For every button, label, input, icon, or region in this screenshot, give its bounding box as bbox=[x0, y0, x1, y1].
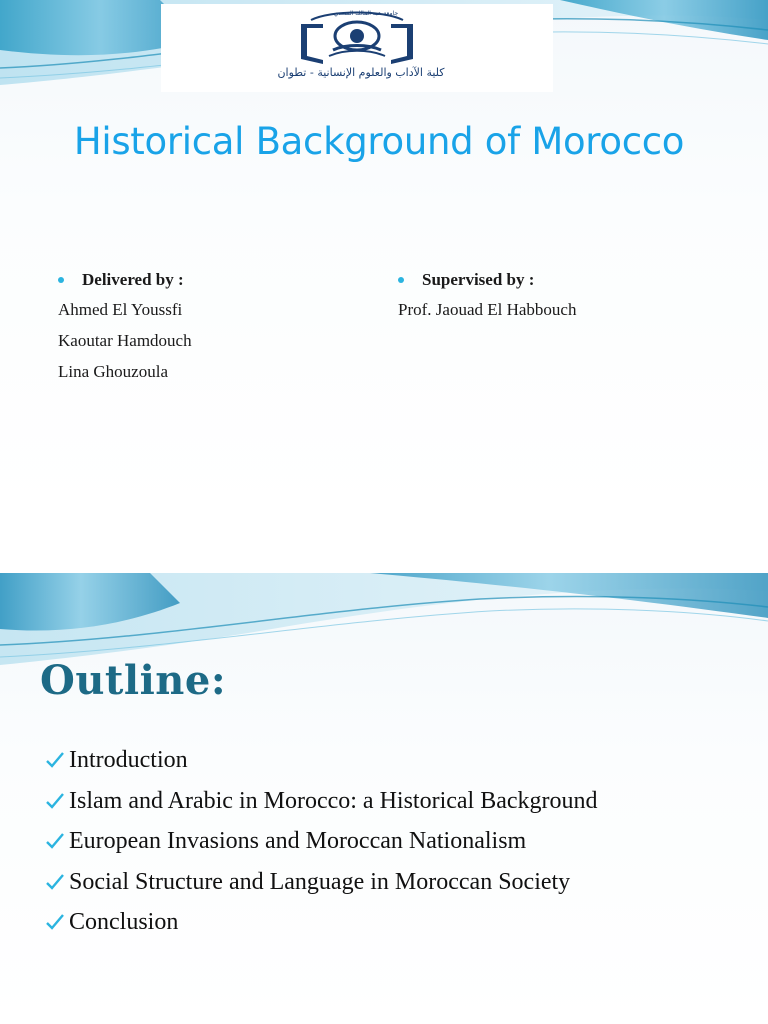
delivered-by-label: Delivered by : bbox=[82, 270, 184, 289]
bullet-icon bbox=[58, 277, 64, 283]
list-item bbox=[44, 902, 598, 943]
slide-title: Historical Background of Morocco bbox=[73, 120, 685, 163]
delivered-by-section bbox=[58, 266, 192, 387]
list-item bbox=[44, 781, 598, 822]
checkmark-icon bbox=[44, 911, 66, 933]
checkmark-icon bbox=[44, 749, 66, 771]
bullet-icon bbox=[398, 277, 404, 283]
outline-item-text: Social Structure and Language in Moroccan Society bbox=[69, 868, 571, 895]
outline-item-text: Conclusion bbox=[69, 909, 179, 936]
logo-caption: كلية الآداب والعلوم الإنسانية - تطوان bbox=[277, 66, 445, 79]
list-item bbox=[44, 740, 598, 781]
list-item bbox=[44, 862, 598, 903]
checkmark-icon bbox=[44, 790, 66, 812]
supervised-by-section bbox=[398, 266, 576, 325]
outline-item-text: European Invasions and Moroccan Nationalism bbox=[69, 828, 527, 855]
presenter-name: Ahmed El Youssfi bbox=[58, 300, 183, 319]
outline-item-text: Introduction bbox=[69, 747, 188, 774]
checkmark-icon bbox=[44, 830, 66, 852]
supervised-by-heading bbox=[398, 266, 576, 294]
outline-title: Outline: bbox=[40, 657, 227, 704]
logo-university-text: جامعة عبد المالك السعدي bbox=[333, 10, 399, 17]
supervised-by-label: Supervised by : bbox=[422, 270, 535, 289]
checkmark-icon bbox=[44, 871, 66, 893]
outline-item-text: Islam and Arabic in Morocco: a Historical Background bbox=[69, 787, 598, 814]
delivered-by-heading bbox=[58, 266, 192, 294]
outline-list bbox=[44, 740, 598, 943]
supervisor-name: Prof. Jaouad El Habbouch bbox=[398, 300, 577, 319]
outline-slide bbox=[0, 573, 768, 1024]
presenter-name: Kaoutar Hamdouch bbox=[58, 331, 192, 350]
faculty-logo bbox=[161, 4, 553, 92]
presenter-name: Lina Ghouzoula bbox=[58, 362, 168, 381]
list-item bbox=[44, 821, 598, 862]
